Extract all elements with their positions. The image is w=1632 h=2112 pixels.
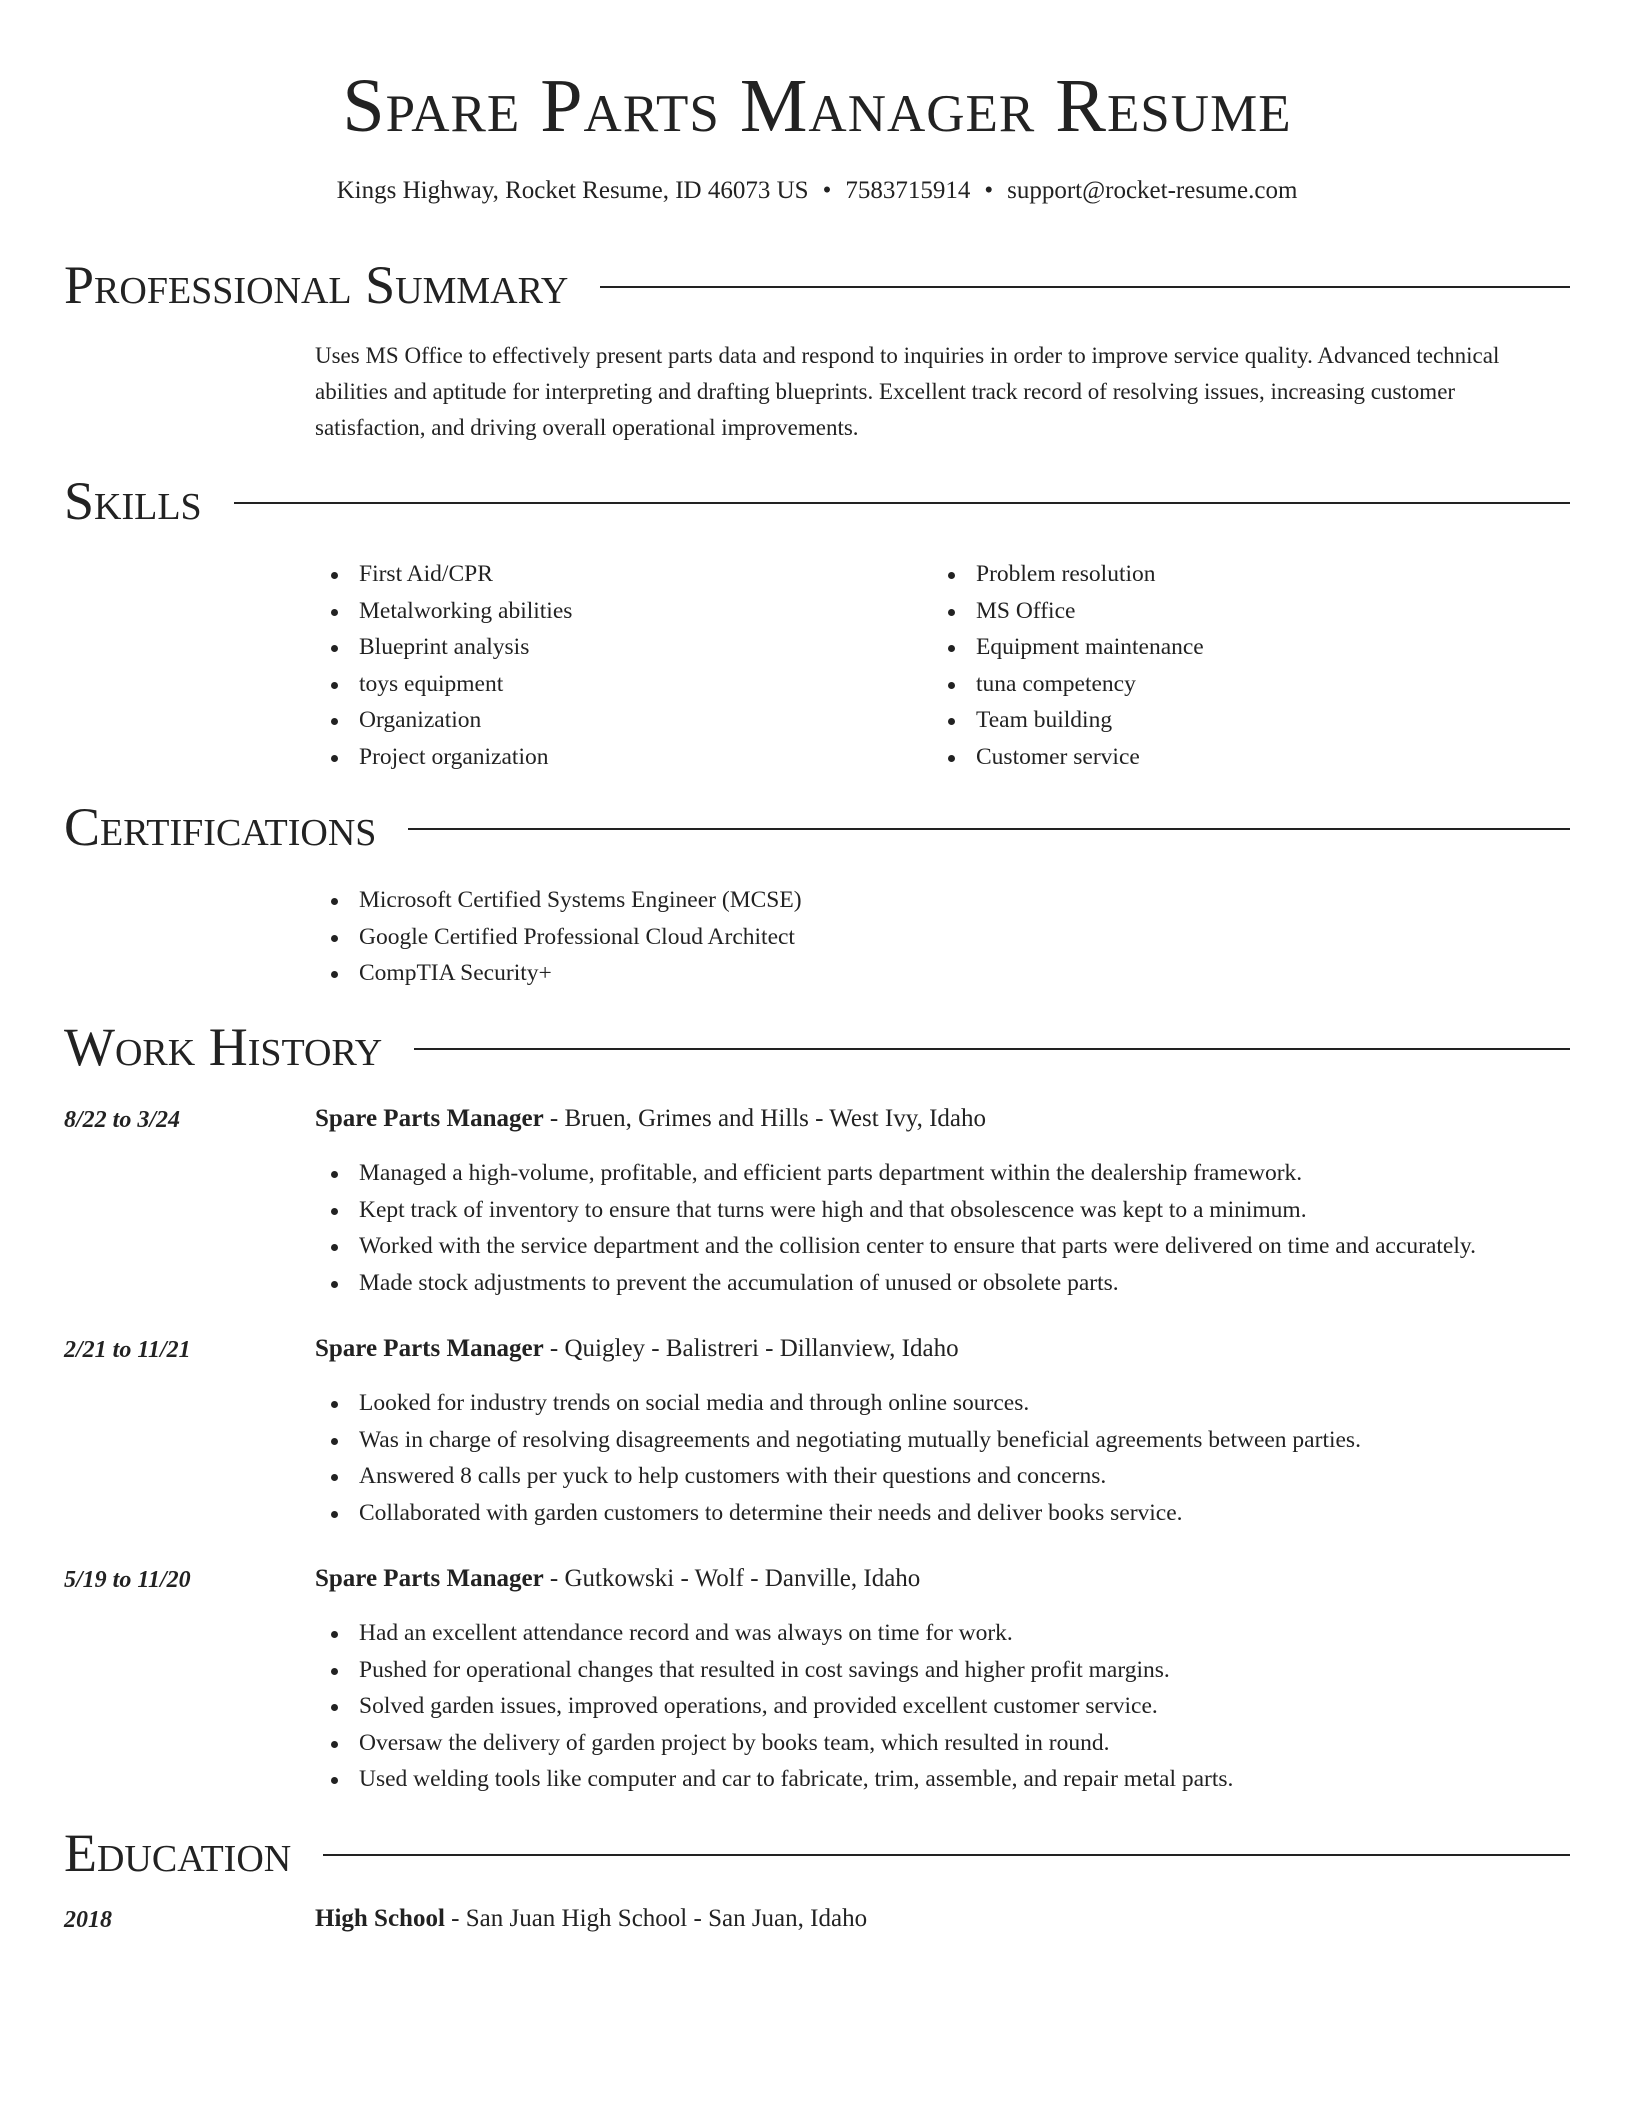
section-divider xyxy=(600,286,1570,288)
job-duty: Made stock adjustments to prevent the accumulation of unused or obsolete parts. xyxy=(315,1265,1476,1302)
skill-item: Equipment maintenance xyxy=(932,629,1204,666)
job-duty: Oversaw the delivery of garden project by books team, which resulted in round. xyxy=(315,1725,1233,1762)
summary-section-header xyxy=(64,250,1570,320)
contact-address: Kings Highway, Rocket Resume, ID 46073 US xyxy=(336,177,809,204)
skill-item: Blueprint analysis xyxy=(315,629,572,666)
skill-item: Metalworking abilities xyxy=(315,593,572,630)
job-title-line xyxy=(315,1332,959,1366)
job-duty: Looked for industry trends on social media and through online sources. xyxy=(315,1385,1361,1422)
contact-separator: • xyxy=(822,177,832,204)
skill-item: MS Office xyxy=(932,593,1204,630)
certification-item: Google Certified Professional Cloud Architect xyxy=(315,919,802,956)
skill-item: tuna competency xyxy=(932,666,1204,703)
skills-list-right xyxy=(932,556,1204,775)
education-section-title: Education xyxy=(64,1823,292,1883)
job-role: Spare Parts Manager xyxy=(315,1335,544,1362)
contact-phone: 7583715914 xyxy=(845,177,971,204)
contact-line xyxy=(64,174,1570,208)
work-section-header xyxy=(64,1012,1570,1082)
contact-separator: • xyxy=(984,177,994,204)
job-duty: Had an excellent attendance record and was always on time for work. xyxy=(315,1615,1233,1652)
education-section-header xyxy=(64,1818,1570,1888)
section-divider xyxy=(234,502,1570,504)
certifications-section-title: Certifications xyxy=(64,797,377,857)
skill-item: Organization xyxy=(315,702,572,739)
job-duties-list xyxy=(315,1615,1233,1798)
job-duty: Solved garden issues, improved operations, and provided excellent customer service. xyxy=(315,1688,1233,1725)
job-dates: 8/22 to 3/24 xyxy=(64,1107,181,1133)
job-title-line xyxy=(315,1562,920,1596)
certification-item: Microsoft Certified Systems Engineer (MCSE) xyxy=(315,882,802,919)
job-employer: - Bruen, Grimes and Hills - West Ivy, Idaho xyxy=(543,1105,987,1132)
job-duties-list xyxy=(315,1385,1361,1531)
job-duty: Collaborated with garden customers to determine their needs and deliver books service. xyxy=(315,1495,1361,1532)
section-divider xyxy=(323,1854,1570,1856)
job-duties-list xyxy=(315,1155,1476,1301)
resume-title: Spare Parts Manager Resume xyxy=(342,64,1292,148)
job-duty: Answered 8 calls per yuck to help customers with their questions and concerns. xyxy=(315,1458,1361,1495)
job-dates: 5/19 to 11/20 xyxy=(64,1567,191,1593)
education-year: 2018 xyxy=(64,1907,112,1933)
skill-item: Problem resolution xyxy=(932,556,1204,593)
certifications-list xyxy=(315,882,802,992)
job-duty: Used welding tools like computer and car to fabricate, trim, assemble, and repair metal parts. xyxy=(315,1761,1233,1798)
skills-section-title: Skills xyxy=(64,471,202,531)
job-role: Spare Parts Manager xyxy=(315,1565,544,1592)
job-dates: 2/21 to 11/21 xyxy=(64,1337,191,1363)
skill-item: Team building xyxy=(932,702,1204,739)
summary-section-title: Professional Summary xyxy=(64,255,569,315)
job-duty: Was in charge of resolving disagreements and negotiating mutually beneficial agreements between parties. xyxy=(315,1422,1361,1459)
work-section-title: Work History xyxy=(64,1017,383,1077)
job-employer: - Quigley - Balistreri - Dillanview, Idaho xyxy=(543,1335,959,1362)
skill-item: First Aid/CPR xyxy=(315,556,572,593)
skill-item: Project organization xyxy=(315,739,572,776)
education-degree: High School xyxy=(315,1905,445,1932)
job-duty: Pushed for operational changes that resulted in cost savings and higher profit margins. xyxy=(315,1652,1233,1689)
skills-list-left xyxy=(315,556,572,775)
skills-section-header xyxy=(64,466,1570,536)
education-school: - San Juan High School - San Juan, Idaho xyxy=(444,1905,868,1932)
job-duty: Worked with the service department and the collision center to ensure that parts were delivered on time and accurately. xyxy=(315,1228,1476,1265)
job-title-line xyxy=(315,1102,986,1136)
job-duty: Kept track of inventory to ensure that turns were high and that obsolescence was kept to a minimum. xyxy=(315,1192,1476,1229)
job-role: Spare Parts Manager xyxy=(315,1105,544,1132)
skill-item: Customer service xyxy=(932,739,1204,776)
summary-text: Uses MS Office to effectively present parts data and respond to inquiries in order to improve service quality. Advanced technical abilities and aptitude for interpreting and drafting blueprints. Excellent track record of resolving issues, increasing customer satisfaction, and driving overall operational improvements. xyxy=(315,343,1500,440)
job-duty: Managed a high-volume, profitable, and efficient parts department within the dealership framework. xyxy=(315,1155,1476,1192)
section-divider xyxy=(414,1048,1570,1050)
job-employer: - Gutkowski - Wolf - Danville, Idaho xyxy=(543,1565,921,1592)
section-divider xyxy=(408,828,1570,830)
certifications-section-header xyxy=(64,792,1570,862)
contact-email: support@rocket-resume.com xyxy=(1007,177,1298,204)
education-line xyxy=(315,1902,867,1936)
certification-item: CompTIA Security+ xyxy=(315,955,802,992)
skill-item: toys equipment xyxy=(315,666,572,703)
